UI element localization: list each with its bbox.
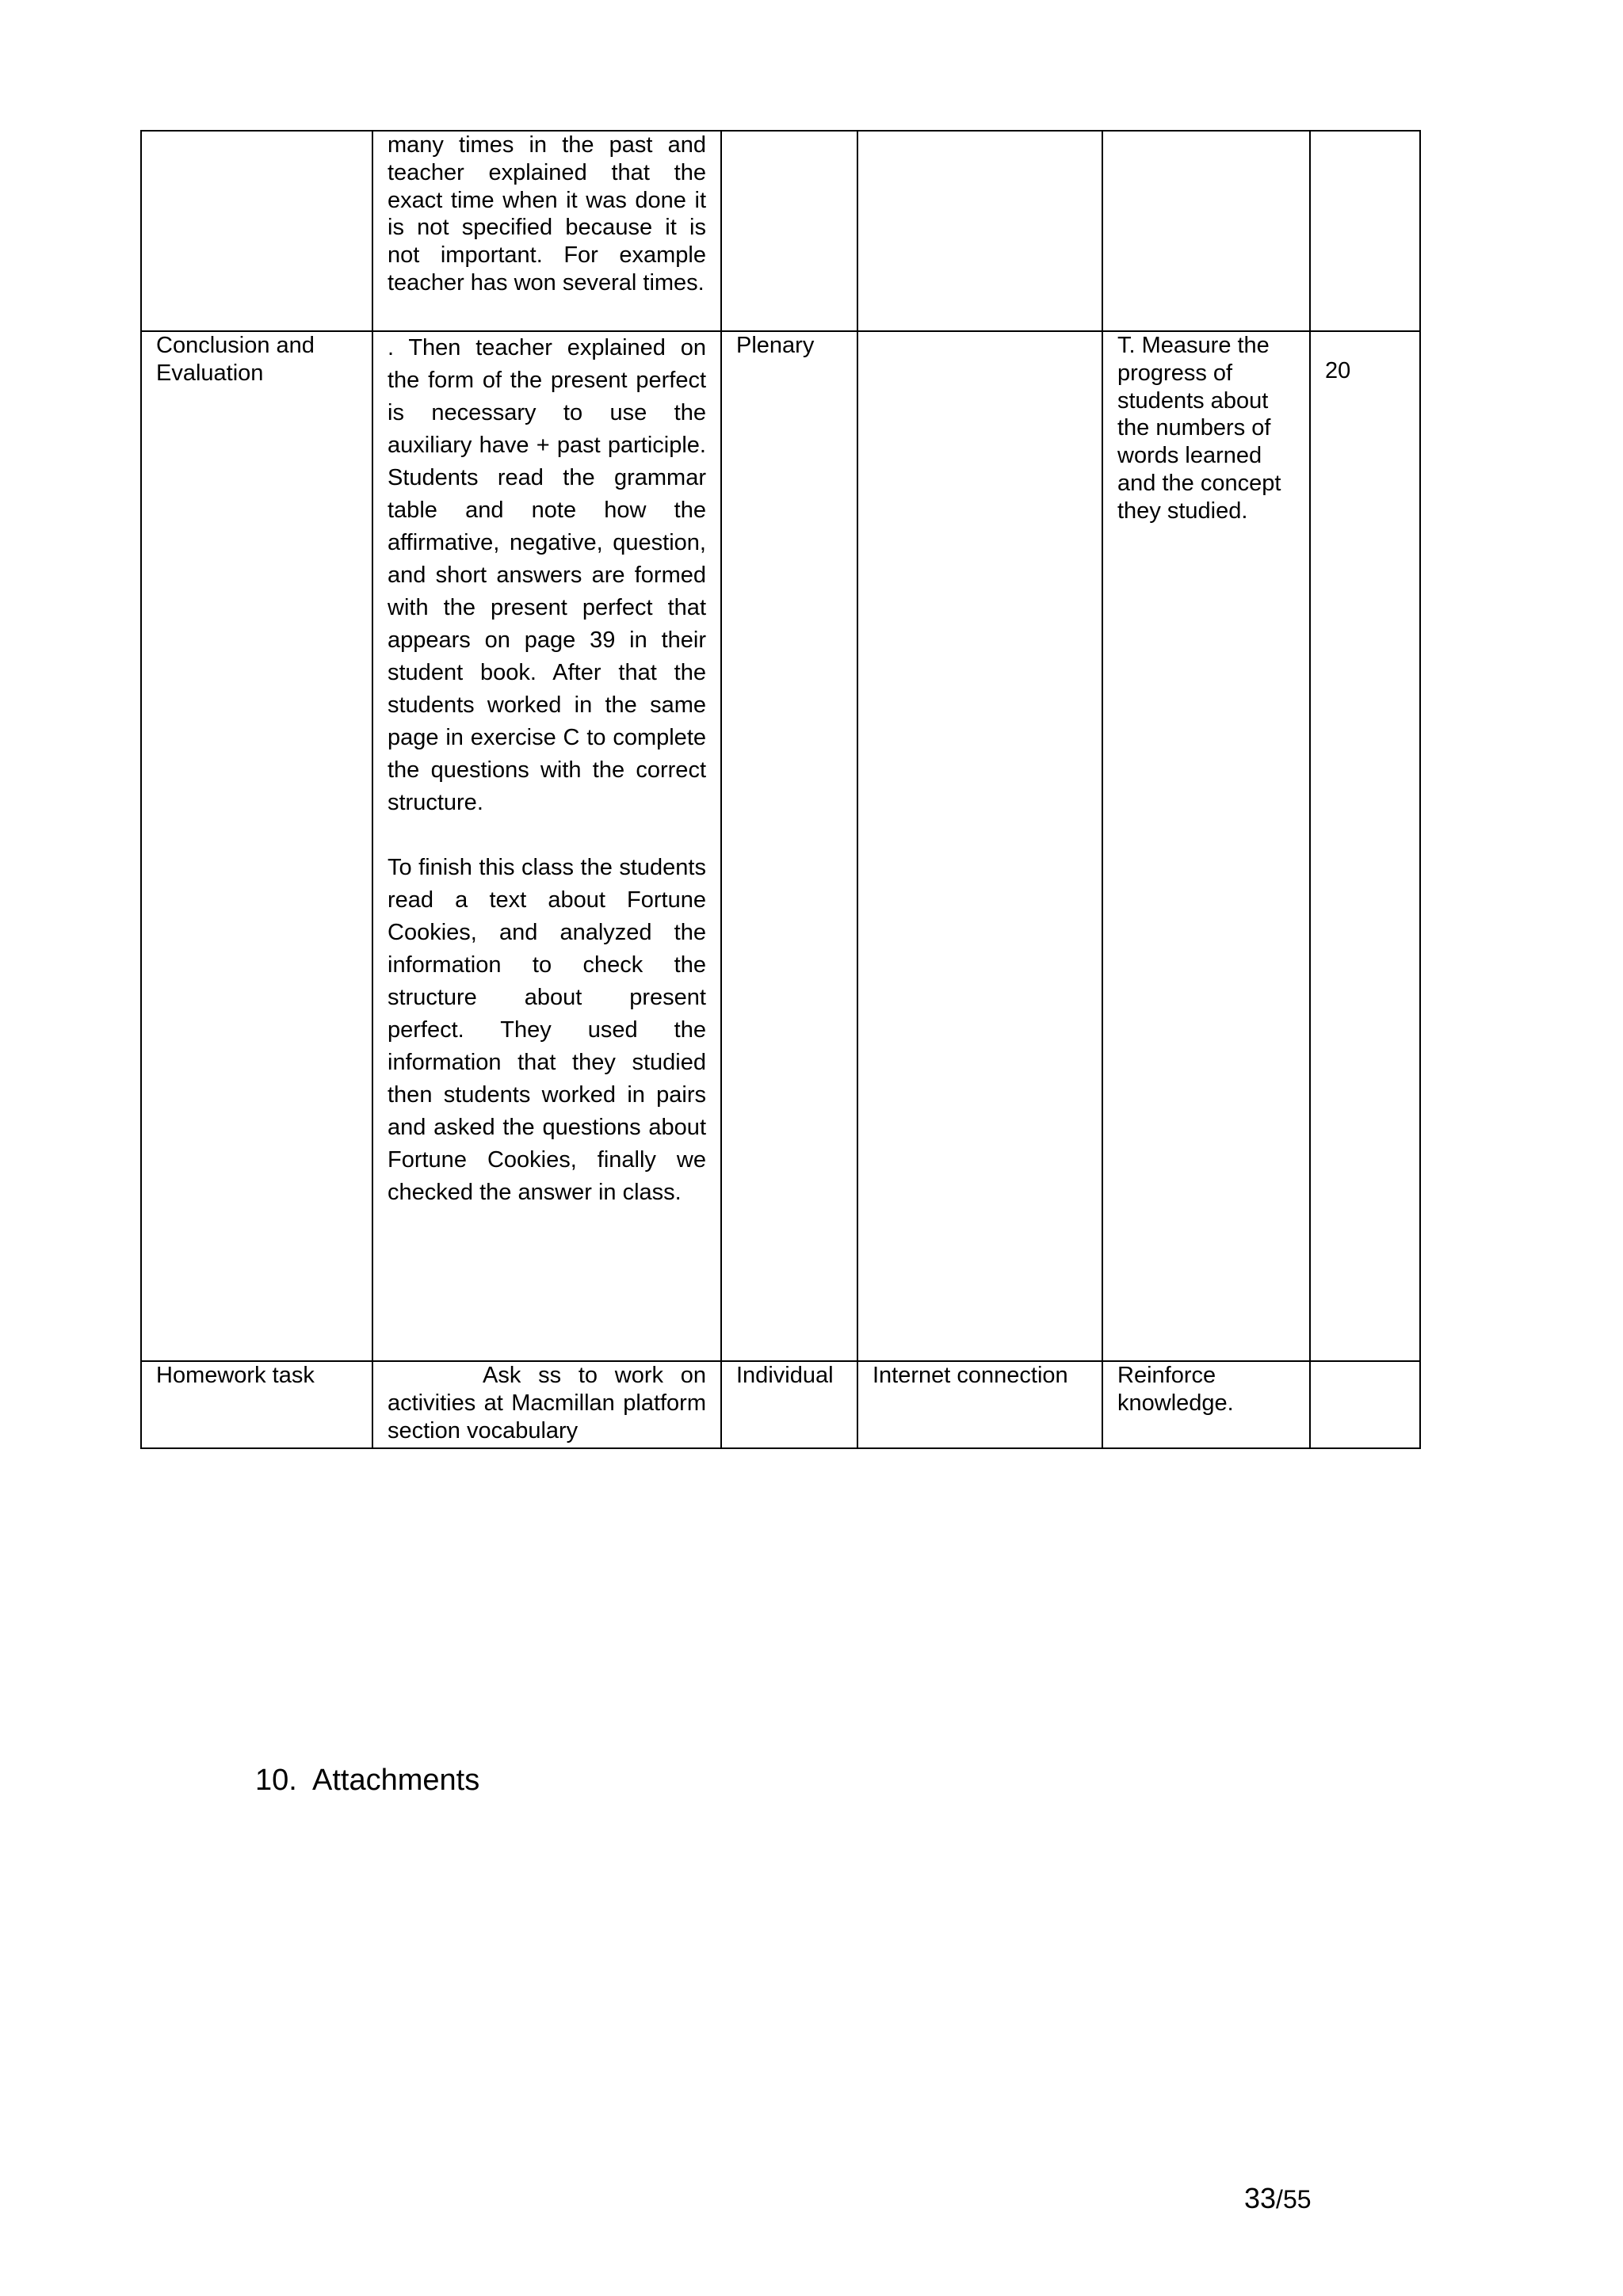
description-paragraph: To finish this class the students read a text about Fortune Cookies, and analyzed the information to check the structure about present perfect. They used the information that they studied then students worked in pairs and asked the questions about Fortune Cookies, finally we checked the answer in class. [388,855,706,1205]
page-current: 33 [1244,2182,1277,2214]
section-number: 10. [255,1764,297,1797]
stage-cell: Homework task [141,1361,372,1448]
time-cell: 20 [1310,331,1420,1361]
grouping-cell: Individual [721,1361,857,1448]
grouping-cell: Plenary [721,331,857,1361]
table-row [141,1361,1420,1448]
resources-cell: Internet connection [857,1361,1102,1448]
table-row [141,331,1420,1361]
description-paragraph: Ask ss to work on activities at Macmillan platform section vocabulary [388,1363,706,1444]
resources-cell [857,131,1102,331]
page-number [1244,2182,1312,2215]
description-paragraph: many times in the past and teacher explained that the exact time when it was done it is not specified because it is not important. For example teacher has won several times. [388,132,706,296]
resources-cell [857,331,1102,1361]
assessment-cell [1102,131,1310,331]
time-cell [1310,1361,1420,1448]
section-heading [255,1764,479,1798]
grouping-cell [721,131,857,331]
page-total: /55 [1276,2185,1312,2214]
description-cell [372,131,721,331]
description-cell [372,331,721,1361]
description-cell [372,1361,721,1448]
stage-cell: Conclusion and Evaluation [141,331,372,1361]
table-row [141,131,1420,331]
assessment-cell: T. Measure the progress of students about the numbers of words learned and the concept they studied. [1102,331,1310,1361]
stage-cell [141,131,372,331]
time-cell [1310,131,1420,331]
section-title: Attachments [312,1764,480,1797]
lesson-plan-table [140,130,1421,1449]
description-paragraph: . Then teacher explained on the form of the present perfect is necessary to use the auxiliary have + past participle. Students read the grammar table and note how the affirmative, negative, question, and short answers are formed with the present perfect that appears on page 39 in their student book. After that the students worked in the same page in exercise C to complete the questions with the correct structure. [388,335,706,815]
assessment-cell: Reinforce knowledge. [1102,1361,1310,1448]
